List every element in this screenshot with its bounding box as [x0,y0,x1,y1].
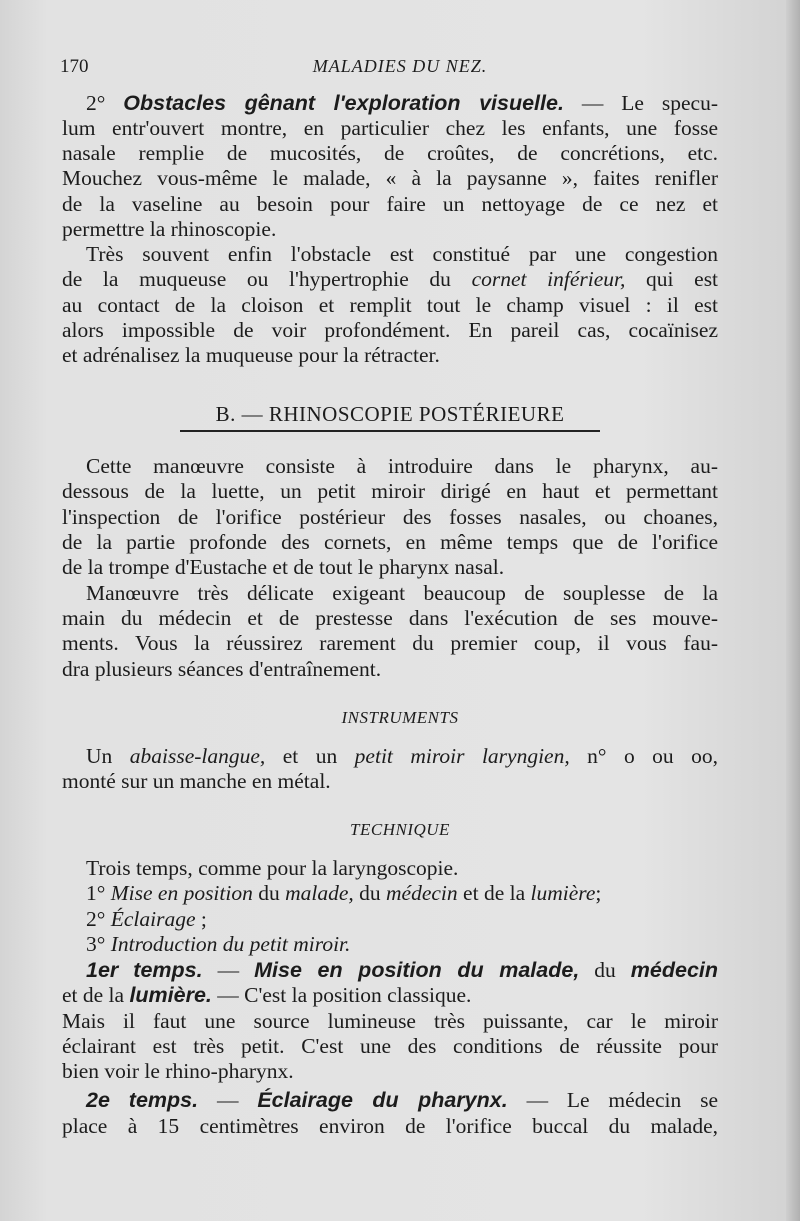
paragraph-line: dessous de la luette, un petit miroir dirigé en haut et permettant [62,479,718,503]
paragraph-line: de la muqueuse ou l'hypertrophie du cornet inférieur, qui est [62,267,719,291]
list-item: 1° Mise en position du malade, du médecin et de la lumière; [86,881,602,905]
page-number: 170 [60,56,89,77]
paragraph-line: dra plusieurs séances d'entraînement. [62,657,382,681]
paragraph-line: nasale remplie de mucosités, de croûtes, de concrétions, etc. [62,141,718,165]
paragraph-line: Très souvent enfin l'obstacle est constitué par une congestion [86,242,718,266]
paragraph-line: de la partie profonde des cornets, en même temps que de l'orifice [62,530,718,554]
paragraph-line: de la vaseline au besoin pour faire un nettoyage de ce nez et [62,192,718,216]
paragraph-line: Manœuvre très délicate exigeant beaucoup de souplesse de la [86,581,718,605]
paragraph-heading: Obstacles gênant l'exploration visuelle. [123,91,564,115]
paragraph-line: au contact de la cloison et remplit tout le champ visuel : il est [62,293,718,317]
section-rule [180,430,600,432]
list-item: 3° Introduction du petit miroir. [86,932,351,956]
paragraph-line: place à 15 centimètres environ de l'orifice buccal du malade, [62,1114,718,1138]
paragraph-line: Cette manœuvre consiste à introduire dans le pharynx, au- [86,454,718,478]
paragraph-line: alors impossible de voir profondément. En pareil cas, cocaïnisez [62,318,718,342]
section-title: B. — RHINOSCOPIE POSTÉRIEURE [215,402,565,426]
paragraph-line: 1er temps. — Mise en position du malade, du médecin [86,958,719,982]
paragraph-line: Un abaisse-langue, et un petit miroir laryngien, n° o ou oo, [86,744,718,768]
paragraph-line: Trois temps, comme pour la laryngoscopie. [86,856,459,880]
paragraph-line: monté sur un manche en métal. [62,769,331,793]
paragraph-line: 2e temps. — Éclairage du pharynx. — Le médecin se [86,1088,719,1112]
page-edge-shadow [786,0,800,1221]
subsection-title: INSTRUMENTS [341,708,459,727]
list-item: 2° Éclairage ; [86,907,207,931]
paragraph-line: lum entr'ouvert montre, en particulier chez les enfants, une fosse [62,116,718,140]
paragraph-line: 2° Obstacles gênant l'exploration visuelle. — Le specu- [86,91,719,115]
paragraph-line: main du médecin et de prestesse dans l'exécution de ses mouve- [62,606,718,630]
paragraph-line: l'inspection de l'orifice postérieur des fosses nasales, ou choanes, [62,505,718,529]
running-title: MALADIES DU NEZ. [312,56,488,76]
paragraph-line: éclairant est très petit. C'est une des conditions de réussite pour [62,1034,718,1058]
paragraph-line: et de la lumière. — C'est la position classique. [62,983,472,1007]
paragraph-line: ments. Vous la réussirez rarement du premier coup, il vous fau- [62,631,718,655]
paragraph-line: permettre la rhinoscopie. [62,217,277,241]
paragraph-line: bien voir le rhino-pharynx. [62,1059,294,1083]
paragraph-line: et adrénalisez la muqueuse pour la rétracter. [62,343,440,367]
paragraph-line: Mouchez vous-même le malade, « à la paysanne », faites renifler [62,166,718,190]
paragraph-line: Mais il faut une source lumineuse très puissante, car le miroir [62,1009,718,1033]
paragraph-line: de la trompe d'Eustache et de tout le pharynx nasal. [62,555,505,579]
subsection-title: TECHNIQUE [350,820,450,839]
